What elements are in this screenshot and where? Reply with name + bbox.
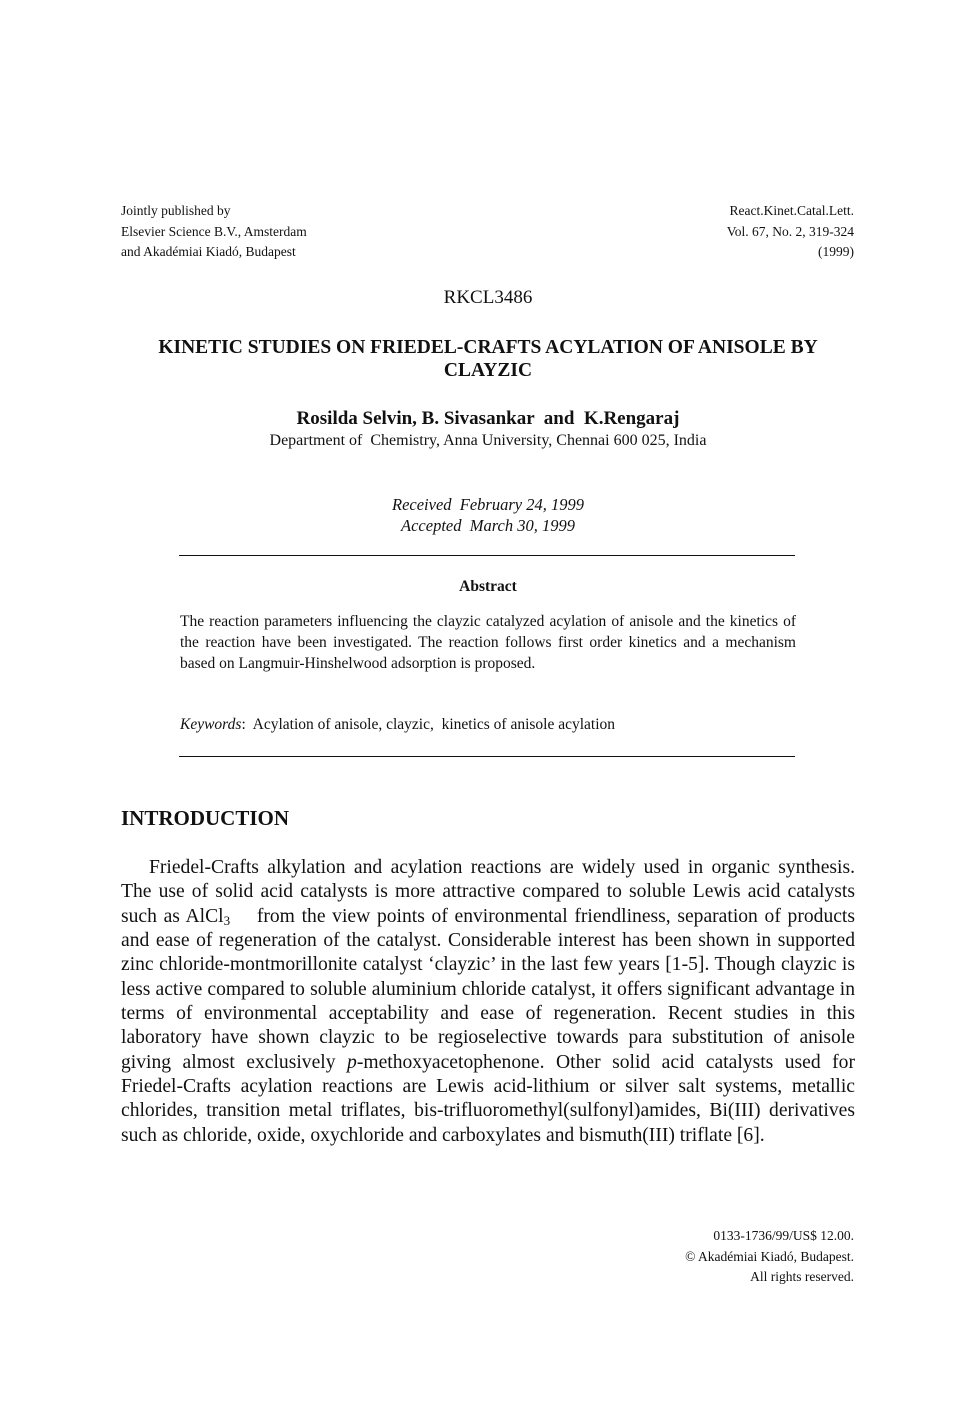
journal-citation [727,201,854,263]
authors: Rosilda Selvin, B. Sivasankar and K.Rengaraj [296,408,680,429]
affiliation: Department of Chemistry, Anna University, Chennai 600 025, India [269,432,707,449]
submission-dates [0,494,976,536]
copyright-holder: © Akadémiai Kiadó, Budapest. [685,1248,854,1264]
received-date: Received February 24, 1999 [392,495,584,514]
publisher-line: Jointly published by [121,203,231,218]
intro-text-part-3: -methoxyacetophenone. Other solid acid catalysts used for Friedel-Crafts acylation reactions are Lewis acid-lithium or silver salt systems, metallic chlorides, transition metal triflates, bis-trifluoromethyl(sulfonyl)amides, Bi(III) derivatives such as chloride, oxide, oxychloride and carboxylates and bismuth(III) triflate [6]. [121,1051,855,1146]
abstract-top-rule [179,555,795,556]
publisher-line: and Akadémiai Kiadó, Budapest [121,244,296,259]
accepted-date: Accepted March 30, 1999 [401,516,575,535]
intro-text-part-2: from the view points of environmental friendliness, separation of products and ease of regeneration of the catalyst. Considerable interest has been shown in supported zinc chloride-montmorillonite catalyst ‘clayzic’ in the last few years [1-5]. Though clayzic is less active compared to soluble aluminium chloride catalyst, it offers significant advantage in terms of environmental acceptability and ease of regeneration. Recent studies in this laboratory have shown clayzic to be regioselective towards para substitution of anisole giving almost exclusively [121,905,856,1073]
journal-year: (1999) [818,244,854,259]
journal-name: React.Kinet.Catal.Lett. [729,203,854,218]
abstract-bottom-rule [179,756,795,757]
chemical-subscript: 3 [223,912,231,928]
journal-volume: Vol. 67, No. 2, 319-324 [726,223,854,239]
rights-reserved: All rights reserved. [750,1269,854,1284]
introduction-heading: INTRODUCTION [121,806,290,830]
introduction-paragraph [121,856,855,1148]
keywords-label: Keywords [180,716,242,733]
abstract-heading: Abstract [459,578,517,595]
paper-title: KINETIC STUDIES ON FRIEDEL-CRAFTS ACYLATION OF ANISOLE BY CLAYZIC [158,337,818,381]
keywords: Keywords: Acylation of anisole, clayzic, kinetics of anisole acylation [180,716,616,733]
italic-term: p [347,1051,357,1073]
copyright-notice [685,1226,854,1288]
introduction-body [121,856,855,1148]
keywords-text: Acylation of anisole, clayzic, kinetics of anisole acylation [252,716,616,733]
paper-code: RKCL3486 [443,287,533,308]
intro-text-part-1: Friedel-Crafts alkylation and acylation reactions are widely used in organic synthesis. The use of solid acid catalysts is more attractive compared to soluble Lewis acid catalysts such as AlCl [121,857,855,927]
publisher-line: Elsevier Science B.V., Amsterdam [121,223,307,239]
publisher-info [121,201,307,263]
abstract-text: The reaction parameters influencing the clayzic catalyzed acylation of anisole and the kinetics of the reaction have been investigated. The reaction follows first order kinetics and a mechanism based on Langmuir-Hinshelwood adsorption is proposed. [180,613,796,672]
issn-price: 0133-1736/99/US$ 12.00. [713,1228,854,1243]
